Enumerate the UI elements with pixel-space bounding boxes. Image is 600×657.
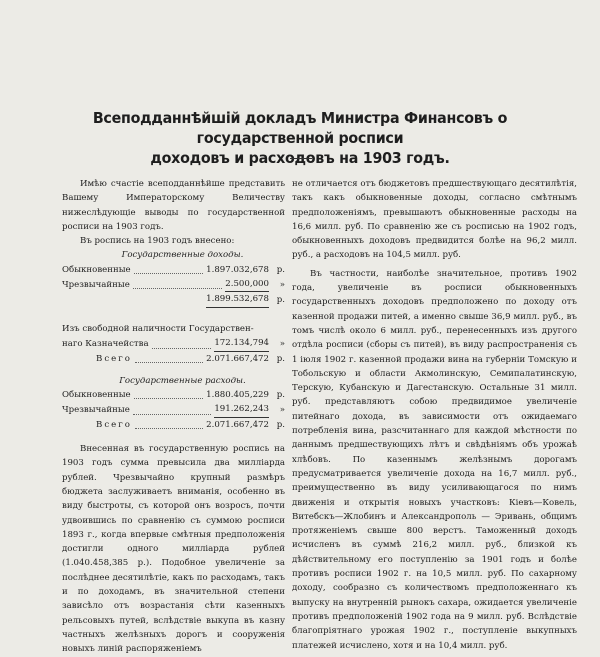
row-unit: » xyxy=(279,405,285,416)
row-label: Чрезвычайные xyxy=(62,405,130,416)
row-value: 1.880.405,229 xyxy=(206,390,269,401)
dot-leader xyxy=(133,414,212,415)
dot-leader xyxy=(135,362,203,363)
row-value: 1.897.032,678 xyxy=(206,264,269,275)
revenue-ordinary-row xyxy=(62,263,285,277)
budget-paragraph: Внесенная въ государственную роспись на 1903 годъ сумма превысила два милліарда рублей. Чрезвычайно крупный размѣръ бюджета заслуживаетъ вниманія, особенно въ виду быстроты, съ которой онъ возросъ, почти удвоившись по сравненію съ суммою росписи 1893 г., когда впервые смѣтныя предположенія достигли одного милліарда рублей (1.040.458,385 р.). Подобное увеличеніе за послѣднее десятилѣтіе, какъ по расходамъ, такъ и по доходамъ, въ значительной степени зависѣло отъ возрастанія сѣти казенныхъ рельсовыхъ путей, вслѣдствіе выкупа въ казну частныхъ желѣзныхъ дорогъ и сооруженія новыхъ линій распоряженіемъ xyxy=(62,444,285,655)
continued-paragraph: не отличается отъ бюджетовъ предшествующаго десятилѣтія, такъ какъ обыкновенные доходы, согласно смѣтнымъ предположеніямъ, превышаютъ обыкновенные расходы на 16,6 милл. руб. По сравненію же съ росписью на 1902 годъ, обыкновенныхъ доходовъ предвидится болѣе на 96,2 милл. руб., а расходовъ на 104,5 милл. руб. xyxy=(292,179,577,261)
expense-ordinary-row xyxy=(62,388,285,402)
revenue-heading: Государственные доходы. xyxy=(121,250,244,261)
row-label: наго Казначейства xyxy=(62,339,149,350)
row-value: 172.134,794 xyxy=(214,336,269,351)
expense-heading: Государственные расходы. xyxy=(119,375,246,386)
row-unit: р. xyxy=(276,295,285,306)
row-value: 191.262,243 xyxy=(214,402,269,417)
dot-leader xyxy=(152,348,212,349)
row-unit: » xyxy=(279,339,285,350)
right-column xyxy=(292,177,577,653)
expense-total-row xyxy=(62,418,285,432)
row-unit: р. xyxy=(276,419,285,430)
intro-paragraph: Имѣю счастіе всеподданнѣйше представить Вашему Императорскому Величеству нижеслѣдующіе выводы по государственной росписи на 1903 годъ. xyxy=(62,179,285,232)
row-label: Обыкновенные xyxy=(62,390,131,401)
title-line-1: Всеподданнѣйшій докладъ Министра Финансовъ о государственной росписи xyxy=(92,109,508,147)
row-value: 2.071.667,472 xyxy=(206,419,269,430)
row-value: 2.500,000 xyxy=(225,277,269,292)
row-unit: р. xyxy=(276,264,285,275)
revenue-subtotal-row xyxy=(62,292,285,307)
intro-paragraph-2: Въ роспись на 1903 годъ внесено: xyxy=(80,236,235,247)
reserve-label-row xyxy=(62,322,285,336)
row-value: 1.899.532,678 xyxy=(206,292,269,307)
row-label: Всего xyxy=(96,353,132,364)
row-label: Чрезвычайные xyxy=(62,280,130,291)
document-title xyxy=(38,108,562,168)
row-unit: р. xyxy=(276,390,285,401)
dot-leader xyxy=(134,273,203,274)
dot-leader xyxy=(133,288,222,289)
dot-leader xyxy=(135,428,203,429)
expense-extra-row xyxy=(62,402,285,417)
row-label: Изъ свободной наличности Государствен- xyxy=(62,323,254,334)
row-label: Обыкновенные xyxy=(62,264,131,275)
row-label: Всего xyxy=(96,419,132,430)
left-column xyxy=(62,177,285,657)
revenue-reserve-row xyxy=(62,336,285,351)
revenue-total-row xyxy=(62,352,285,366)
revenue-detail-paragraph: Въ частности, наиболѣе значительное, противъ 1902 года, увеличеніе въ росписи обыкновенныхъ государственныхъ доходовъ предположено по доходу отъ казенной продажи питей, а именно свыше 36,9 милл. руб., въ томъ числѣ около 6 милл. руб., перенесенныхъ изъ другого отдѣла росписи (сборы съ питей), въ виду распространенія съ 1 іюля 1902 г. казенной продажи вина на губерніи Томскую и Тобольскую и области Акмолинскую, Семипалатинскую, Терскую, Кубанскую и Дагестанскую. Остальные 31 милл. руб. представляютъ собою предвидимое увеличеніе питейнаго дохода, въ зависимости отъ ожидаемаго потребленія вина, разсчитаннаго для каждой мѣстности по даннымъ предшествующихъ лѣтъ и свѣдѣніямъ объ урожаѣ хлѣбовъ. По казеннымъ желѣзнымъ дорогамъ предусматривается увеличеніе дохода на 16,7 милл. руб., преимущественно въ виду усиливающагося по нимъ движенія и открытія новыхъ участковъ: Кіевъ—Ковель, Витебскъ—Жлобинъ и Александрополь — Эривань, общимъ протяженіемъ свыше 800 верстъ. Таможенный доходъ исчисленъ въ суммѣ 216,2 милл. руб., близкой къ дѣйствительному его поступленію за 1901 годъ и болѣе противъ росписи 1902 г. на 10,5 милл. руб. По сахарному доходу, сообразно съ количествомъ предположеннаго къ выпуску на внутренній рынокъ сахара, ожидается увеличеніе противъ предположеній 1902 года на 9 милл. руб. Вслѣдствіе благопріятнаго урожая 1902 г., поступленіе выкупныхъ платежей исчислено, хотя и на 10,4 милл. руб. xyxy=(292,268,577,651)
row-unit: р. xyxy=(276,353,285,364)
row-unit: » xyxy=(279,280,285,291)
revenue-extra-row xyxy=(62,277,285,292)
dot-leader xyxy=(134,398,203,399)
row-value: 2.071.667,472 xyxy=(206,353,269,364)
title-divider xyxy=(290,158,312,159)
title-line-2: доходовъ и расходовъ на 1903 годъ. xyxy=(150,149,450,167)
